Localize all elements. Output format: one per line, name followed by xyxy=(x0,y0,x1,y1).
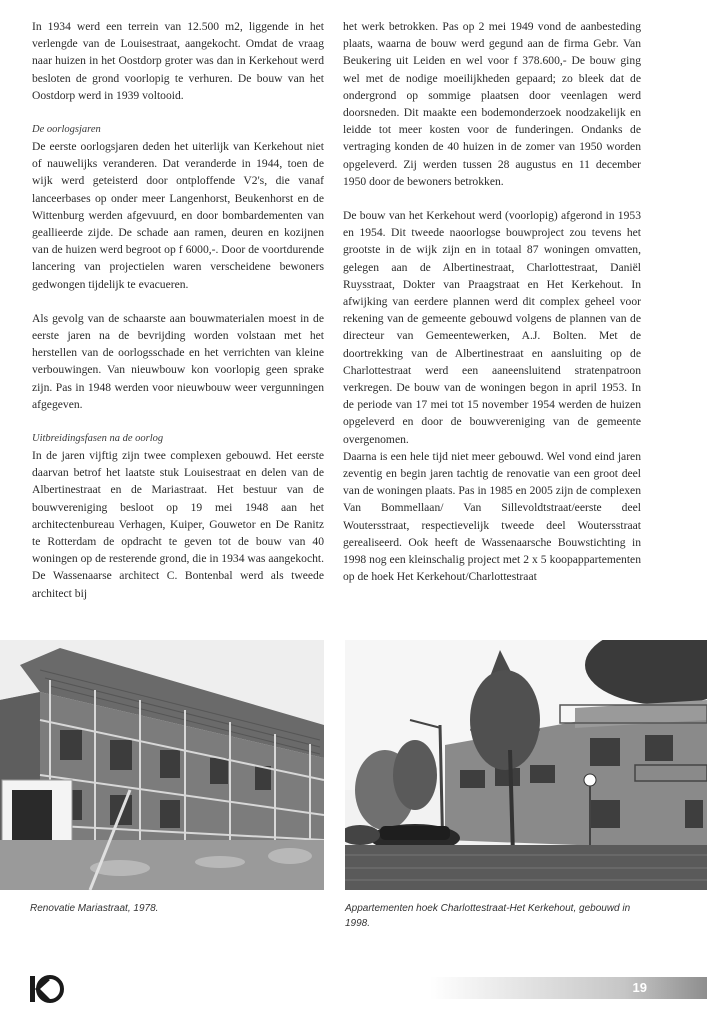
section-heading-oorlogsjaren: De oorlogsjaren xyxy=(32,124,101,136)
paragraph: Als gevolg van de schaarste aan bouwmaterialen moest in de eerste jaren na de bevrijding worden volstaan met het herstellen van de oorlogsschade en het verrichten van kleine verbouwingen. Van nieuwbouw kon voorlopig geen sprake zijn. Pas in 1948 werden voor nieuwbouw weer vergunningen afgegeven. xyxy=(32,311,324,411)
text-column-left xyxy=(32,18,324,602)
text-column-right xyxy=(343,18,641,586)
photo-caption: Appartementen hoek Charlottestraat-Het Kerkehout, gebouwd in 1998. xyxy=(345,903,631,929)
photo-caption: Renovatie Mariastraat, 1978. xyxy=(30,903,159,914)
paragraph: In de jaren vijftig zijn twee complexen gebouwd. Het eerste daarvan betrof het laatste stuk Louisestraat en delen van de Albertinestraat en de Mariastraat. Het bestuur van de bouwvereniging besloot op 19 mei 1948 aan het architectenbureau Verhagen, Kuiper, Gouwetor en De Ranitz te Rotterdam de opdracht te geven tot de bouw van 40 woningen op de resterende grond, die in 1934 was aangekocht. De Wassenaarse architect C. Bontenbal werd als tweede architect bij xyxy=(32,449,325,600)
paragraph: In 1934 werd een terrein van 12.500 m2, liggende in het verlengde van de Louisestraat, aangekocht. Omdat de vraag naar huizen in het Oostdorp groter was dan in Kerkehout werd besloten de grond voorlopig te verhuren. De bouw van het Oostdorp werd in 1939 voltooid. xyxy=(32,20,324,102)
photo-appartementen-charlottestraat xyxy=(345,640,707,890)
photo-renovatie-mariastraat xyxy=(0,640,324,890)
section-heading-uitbreidingsfasen: Uitbreidingsfasen na de oorlog xyxy=(32,433,164,445)
paragraph: het werk betrokken. Pas op 2 mei 1949 vond de aanbesteding plaats, waarna de bouw werd gegund aan de firma Gebr. Van Beukering uit Leiden en wel voor f 378.600,- De bouw ging wel met de nodige moeilijkheden gepaard; zo bleek dat de ondergrond op sommige plaatsen door veenlagen werd doorsneden. Dit maakte een bodemonderzoek noodzakelijk en leidde tot meer kosten voor de funderingen. Ondanks de vertraging konden de 40 huizen in de zomer van 1950 worden opgeleverd. Zij werden tussen 28 augustus en 11 december 1950 door de bewoners betrokken. xyxy=(343,20,641,188)
publisher-logo xyxy=(28,972,70,1006)
page-number: 19 xyxy=(632,980,647,995)
paragraph: De bouw van het Kerkehout werd (voorlopig) afgerond in 1953 en 1954. Dit tweede naoorlogse bouwproject zou tevens het grootste in de wijk zijn en in totaal 87 woningen omvatten, gelegen aan de Albertinestraat, Charlottestraat, Daniël Ruysstraat, Dokter van Praagstraat en Het Kerkehout. In afwijking van eerdere plannen werd dit complex geheel voor rekening van de gemeente gebouwd volgens de plannen van de directeur van Gemeentewerken, A.J. Bolten. Met de doortrekking van de Albertinestraat en aansluiting op de Charlottestraat werd een aaneensluitend stratenpatroon verkregen. De bouw van de woningen begon in april 1953. In de periode van 17 mei tot 15 november 1954 werden de huizen opgeleverd en door de bouwvereniging van de gemeente overgenomen. xyxy=(343,209,641,446)
paragraph: Daarna is een hele tijd niet meer gebouwd. Wel vond eind jaren zeventig en begin jaren tachtig de renovatie van een groot deel van de woningen plaats. Pas in 1985 en 2005 zijn de complexen Van Bommellaan/ Van Sillevoldtstraat/eerste deel Woutersstraat, respectievelijk tweede deel Woutersstraat gerealiseerd. Ook heeft de Wassenaarsche Bouwstichting in 1998 nog een kleinschalig project met 2 x 5 koopappartementen op de hoek Het Kerkehout/Charlottestraat xyxy=(343,449,641,584)
page-number-bar xyxy=(430,977,707,999)
paragraph: De eerste oorlogsjaren deden het uiterlijk van Kerkehout niet of nauwelijks veranderen. Dat veranderde in 1944, toen de wijk werd geteisterd door ontploffende V2's, die vanaf lanceerbases op onder meer Langenhorst, Beukenhorst en de Wittenburg werden afgevuurd, en door bombardementen van geallieerde zijde. De schade aan ramen, deuren en kozijnen van de huizen werd begroot op f 6000,-. Door de voortdurende lancering van projectielen waren verscheidene bewoners gedwongen tijdelijk te evacueren. xyxy=(32,140,324,291)
